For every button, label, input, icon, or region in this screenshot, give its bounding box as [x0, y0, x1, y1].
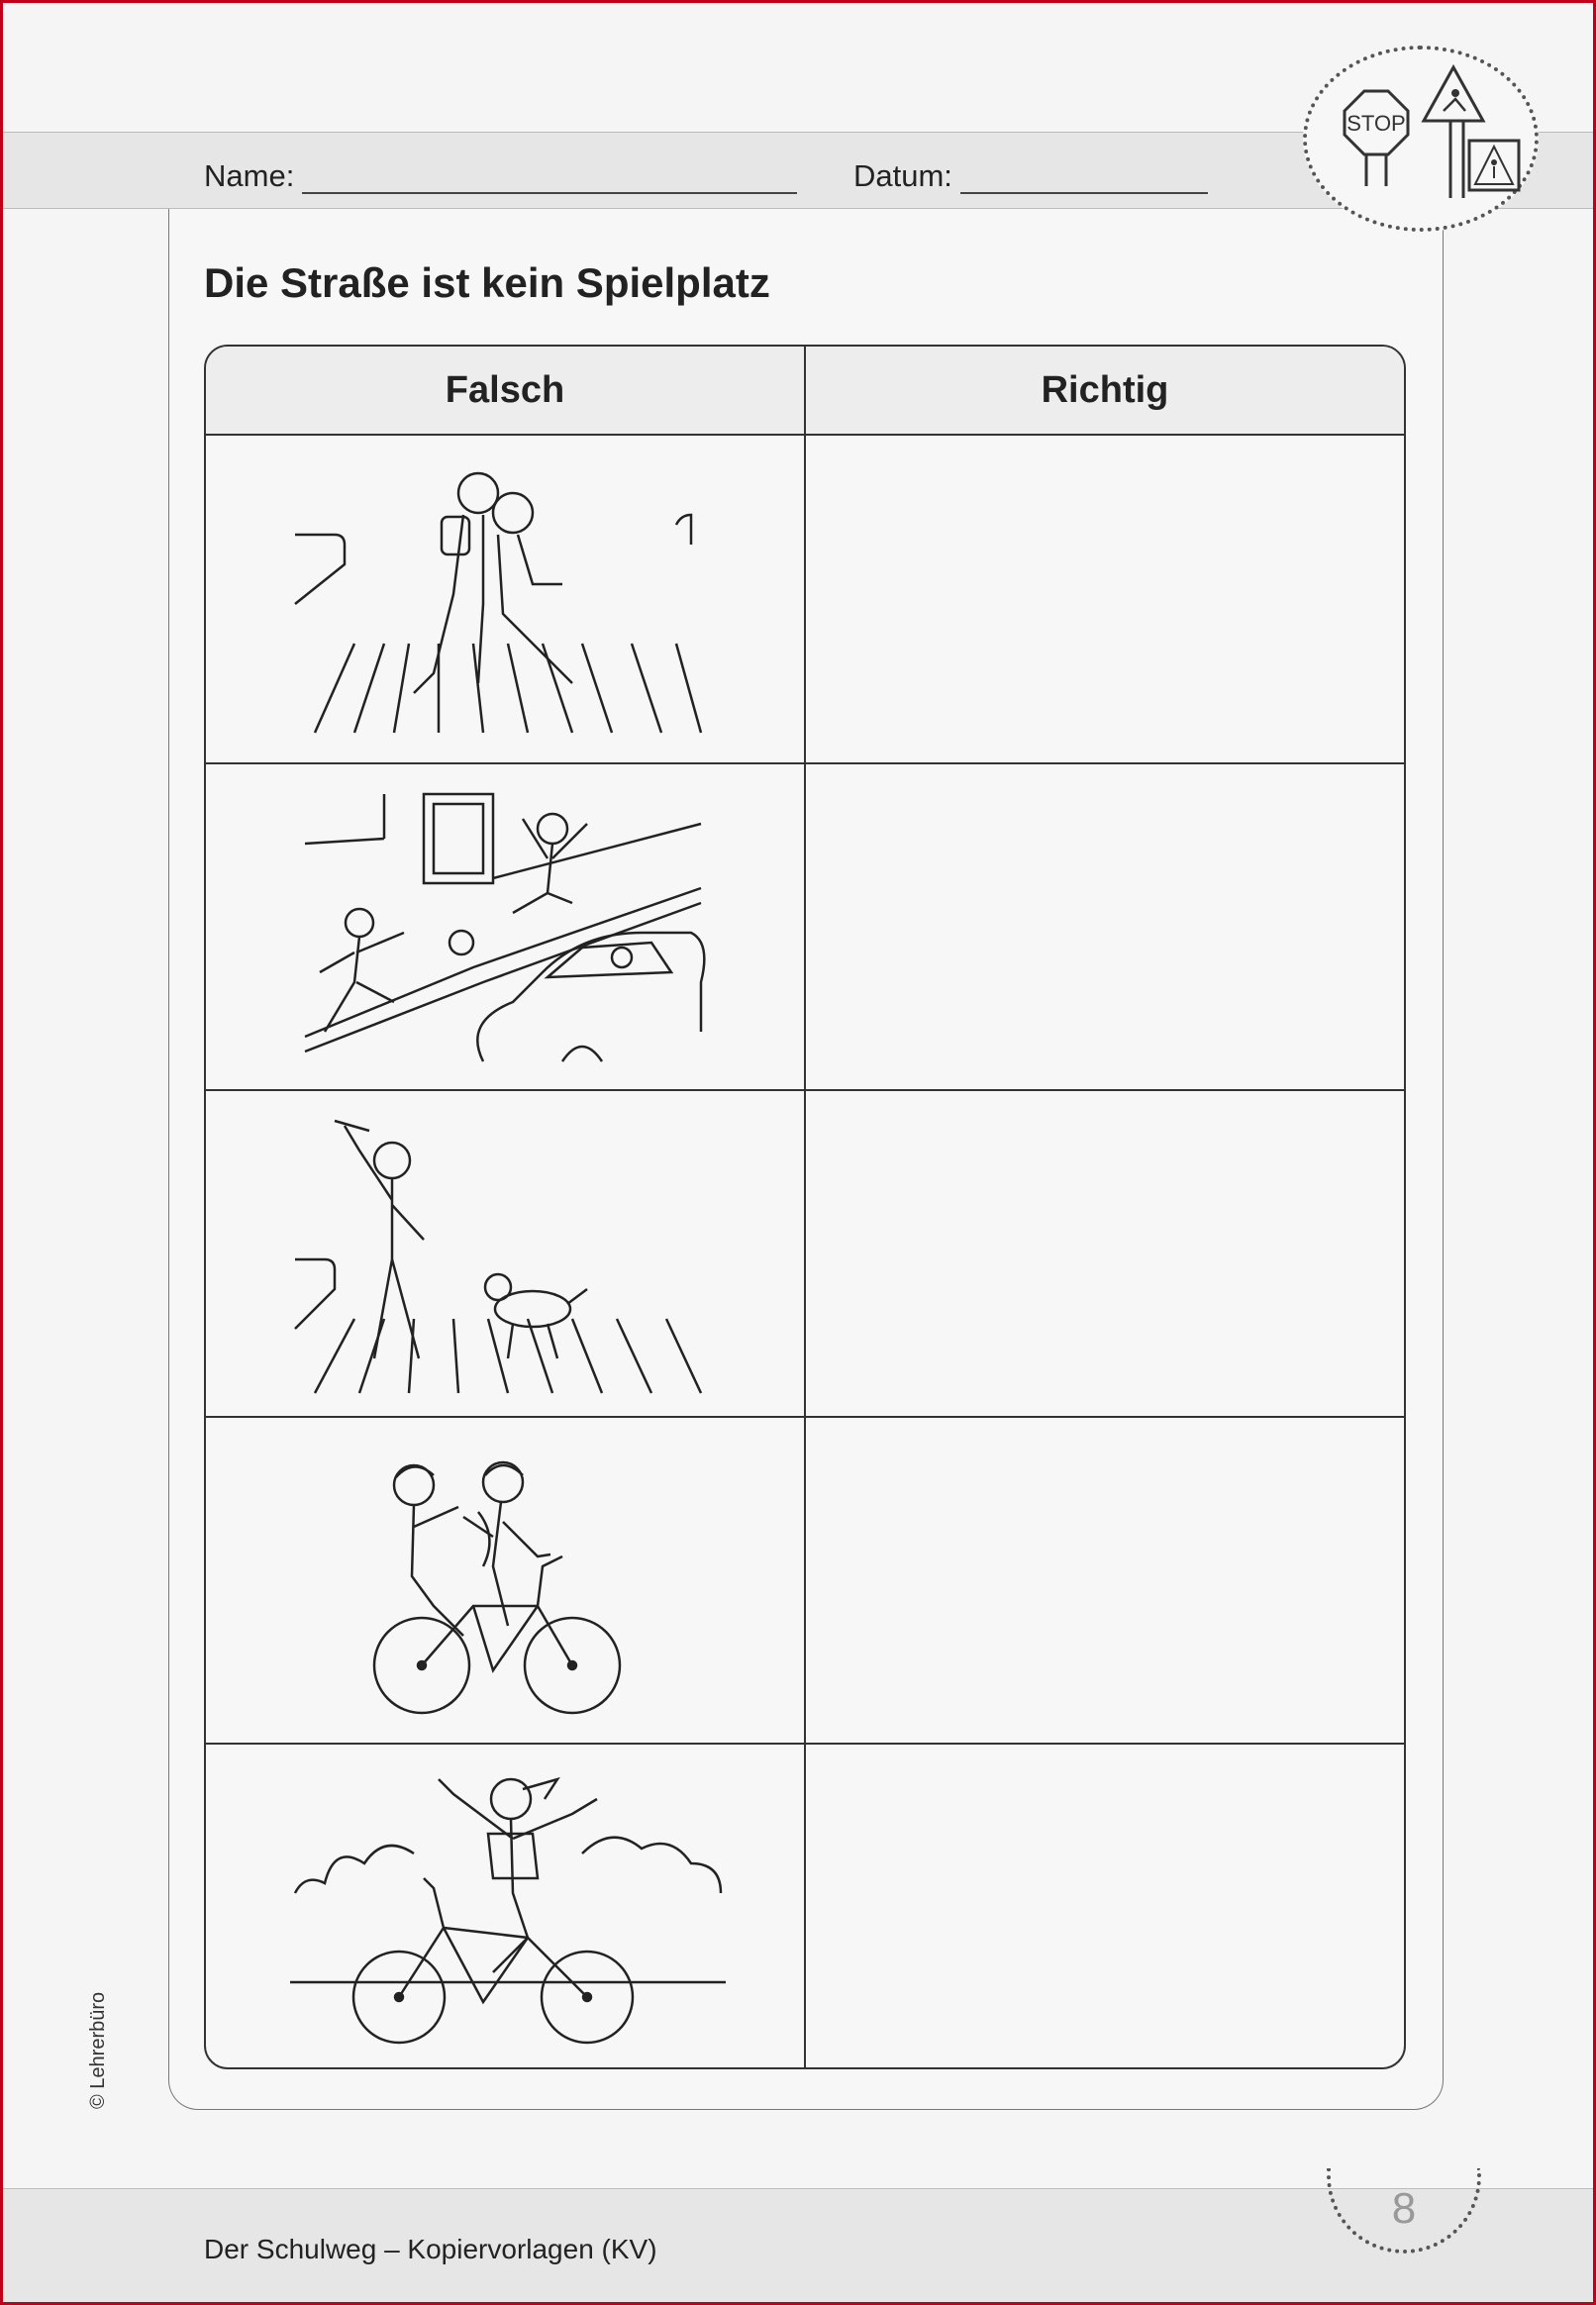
table-row	[206, 436, 1404, 762]
falsch-cell	[206, 1745, 804, 2069]
falsch-cell	[206, 1091, 804, 1416]
worksheet-title: Die Straße ist kein Spielplatz	[204, 259, 770, 306]
table-row	[206, 762, 1404, 1089]
name-label: Name:	[204, 158, 295, 193]
page-number: 8	[1327, 2168, 1481, 2254]
ball-play-near-car-illustration	[285, 784, 731, 1071]
traffic-signs-icon	[1307, 50, 1543, 236]
falsch-cell	[206, 764, 804, 1089]
stop-sign-text: STOP	[1347, 111, 1406, 136]
richtig-cell[interactable]	[804, 764, 1404, 1089]
copyright-text: © Lehrerbüro	[87, 1991, 109, 2109]
two-children-one-bike-illustration	[285, 1438, 731, 1725]
richtig-cell[interactable]	[804, 1745, 1404, 2069]
table-row	[206, 1089, 1404, 1416]
girl-with-dog-crosswalk-illustration	[285, 1111, 731, 1398]
falsch-cell	[206, 436, 804, 762]
footer-title: Der Schulweg – Kopiervorlagen (KV)	[204, 2234, 657, 2264]
table-row	[206, 1743, 1404, 2069]
column-header-falsch: Falsch	[445, 368, 565, 411]
worksheet-table	[204, 345, 1406, 2069]
date-field	[853, 158, 1208, 194]
table-row	[206, 1416, 1404, 1743]
name-line[interactable]	[302, 166, 797, 194]
richtig-cell[interactable]	[804, 1418, 1404, 1743]
date-label: Datum:	[853, 158, 952, 193]
children-pushing-crosswalk-illustration	[285, 455, 731, 743]
table-header	[206, 347, 1404, 436]
column-header-richtig: Richtig	[804, 347, 1404, 434]
falsch-cell	[206, 1418, 804, 1743]
date-line[interactable]	[960, 166, 1208, 194]
richtig-cell[interactable]	[804, 436, 1404, 762]
traffic-signs-badge	[1303, 46, 1539, 232]
name-field	[204, 158, 797, 194]
richtig-cell[interactable]	[804, 1091, 1404, 1416]
girl-riding-bike-no-hands-illustration	[285, 1764, 731, 2052]
